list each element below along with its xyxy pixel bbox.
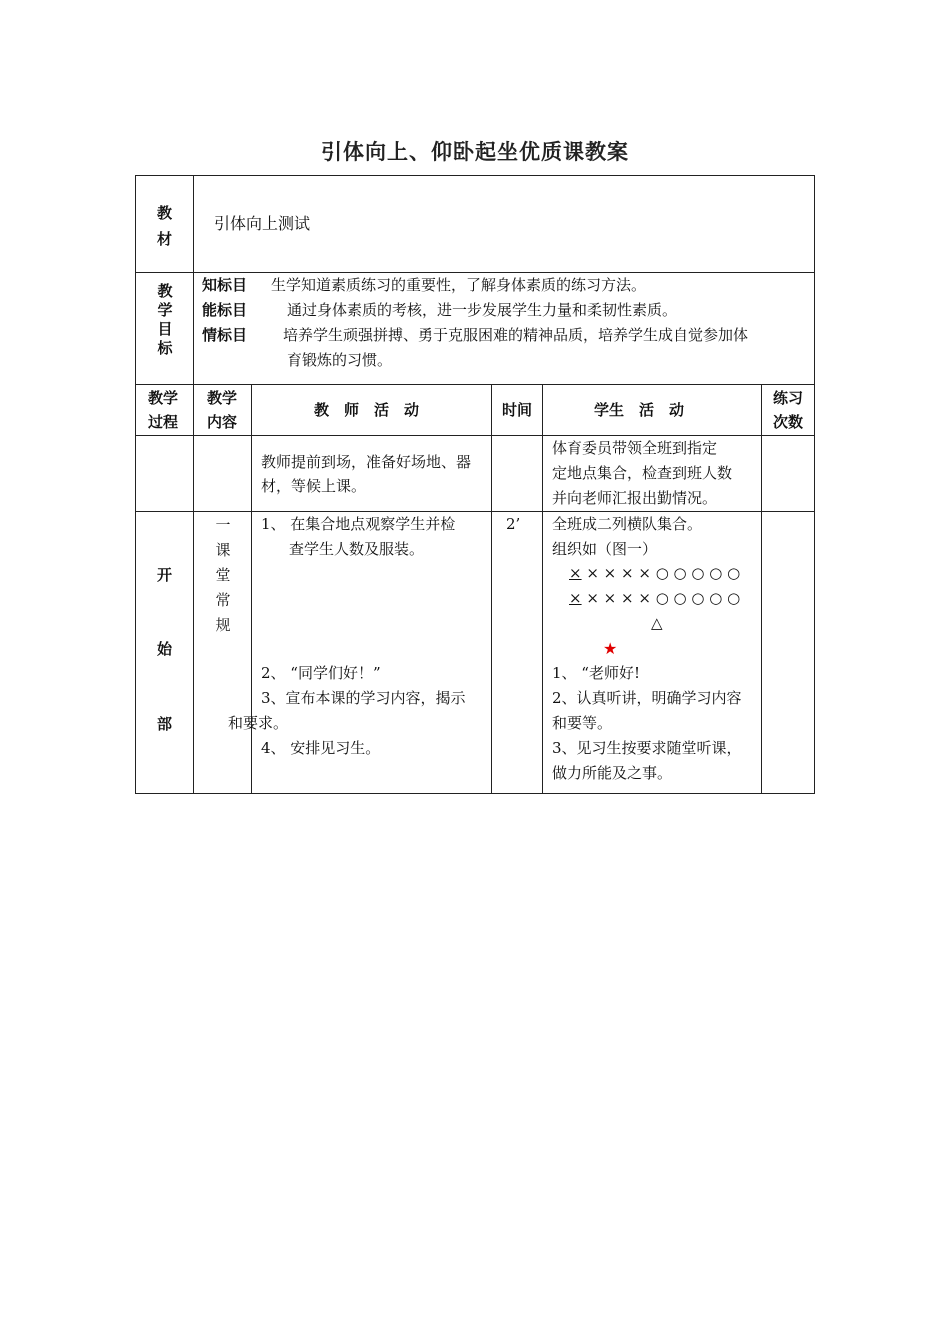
row2-process-char: 开 — [157, 566, 173, 584]
row2-teacher-line: 1、 在集合地点观察学生并检 — [261, 515, 456, 533]
row2-teacher-line: 和要求。 — [228, 714, 289, 732]
formation-row-2 — [569, 586, 740, 610]
table-divider — [761, 384, 762, 794]
emotion-goal-label: 情标目 — [202, 326, 248, 344]
row2-teacher-line: 查学生人数及服装。 — [289, 540, 425, 558]
row2-student-line: 做力所能及之事。 — [552, 764, 673, 782]
table-border-top — [135, 175, 815, 176]
row1-teacher-line: 材，等候上课。 — [261, 477, 367, 495]
header-practice-count-2: 次数 — [773, 413, 804, 431]
table-divider — [135, 384, 815, 385]
row2-student-line: 组织如（图一） — [552, 540, 658, 558]
header-practice-count: 练习 — [773, 389, 804, 407]
row1-student-line: 体育委员带领全班到指定 — [552, 439, 718, 457]
table-border-left — [135, 175, 136, 794]
table-divider — [542, 384, 543, 794]
emotion-goal-text-cont: 育锻炼的习惯。 — [287, 351, 393, 369]
row1-teacher-line: 教师提前到场，准备好场地、器 — [261, 453, 472, 471]
goals-label — [150, 282, 180, 358]
row2-process-char: 始 — [157, 640, 173, 658]
header-content: 教学 — [207, 389, 238, 407]
row2-student-line: 全班成二列横队集合。 — [552, 515, 703, 533]
material-label-2: 材 — [157, 230, 173, 248]
star-icon: ★ — [603, 639, 618, 658]
formation-leader-mark: × — [569, 564, 582, 582]
row2-teacher-line: 4、 安排见习生。 — [261, 739, 381, 757]
row2-student-line: 和要等。 — [552, 714, 613, 732]
row2-content-char: 常 — [215, 591, 231, 609]
row2-teacher-line: 2、 “同学们好！” — [261, 664, 381, 682]
header-content-2: 内容 — [207, 413, 238, 431]
formation-leader-mark: × — [569, 589, 582, 607]
knowledge-goal-text: 生学知道素质练习的重要性，了解身体素质的练习方法。 — [271, 276, 647, 294]
header-student-activity: 学生 活 动 — [594, 401, 685, 419]
row2-content-char: 一 — [215, 516, 231, 534]
page-title: 引体向上、仰卧起坐优质课教案 — [321, 140, 629, 164]
ability-goal-label: 能标目 — [202, 301, 248, 319]
header-process: 教学 — [148, 389, 179, 407]
row2-content-char: 规 — [215, 616, 231, 634]
row2-student-line: 1、 “老师好! — [552, 664, 641, 682]
row2-content-char: 堂 — [215, 566, 231, 584]
goals-label-char: 学 — [157, 301, 173, 319]
header-time: 时间 — [502, 401, 533, 419]
row2-process-char: 部 — [157, 715, 173, 733]
row2-teacher-line: 3、宣布本课的学习内容，揭示 — [261, 689, 466, 707]
table-divider — [193, 175, 194, 794]
row2-content-char: 课 — [215, 541, 231, 559]
formation-row-1 — [569, 561, 740, 585]
material-label-1: 教 — [157, 204, 173, 222]
goals-label-char: 目 — [157, 320, 173, 338]
header-teacher-activity: 教 师 活 动 — [314, 401, 420, 419]
formation-row-1-rest: × × × × ○ ○ ○ ○ ○ — [581, 564, 741, 582]
teacher-position-triangle: △ — [651, 614, 663, 632]
row2-content — [208, 513, 238, 638]
table-border-bottom — [135, 793, 815, 794]
formation-row-2-rest: × × × × ○ ○ ○ ○ ○ — [581, 589, 741, 607]
row1-student-line: 并向老师汇报出勤情况。 — [552, 489, 718, 507]
emotion-goal-text: 培养学生顽强拼搏、勇于克服困难的精神品质，培养学生成自觉参加体 — [283, 326, 749, 344]
row2-time: 2’ — [506, 515, 521, 533]
row2-student-line: 3、见习生按要求随堂听课， — [552, 739, 742, 757]
row1-student-line: 定地点集合，检查到班人数 — [552, 464, 733, 482]
table-border-right — [814, 175, 815, 794]
table-divider — [135, 511, 815, 512]
material-content: 引体向上测试 — [214, 214, 311, 233]
knowledge-goal-label: 知标目 — [202, 276, 248, 294]
row2-student-line: 2、认真听讲，明确学习内容 — [552, 689, 742, 707]
goals-label-char: 标 — [157, 339, 173, 357]
ability-goal-text: 通过身体素质的考核，进一步发展学生力量和柔韧性素质。 — [287, 301, 678, 319]
table-divider — [491, 384, 492, 794]
goals-label-char: 教 — [157, 282, 173, 300]
header-process-2: 过程 — [148, 413, 179, 431]
